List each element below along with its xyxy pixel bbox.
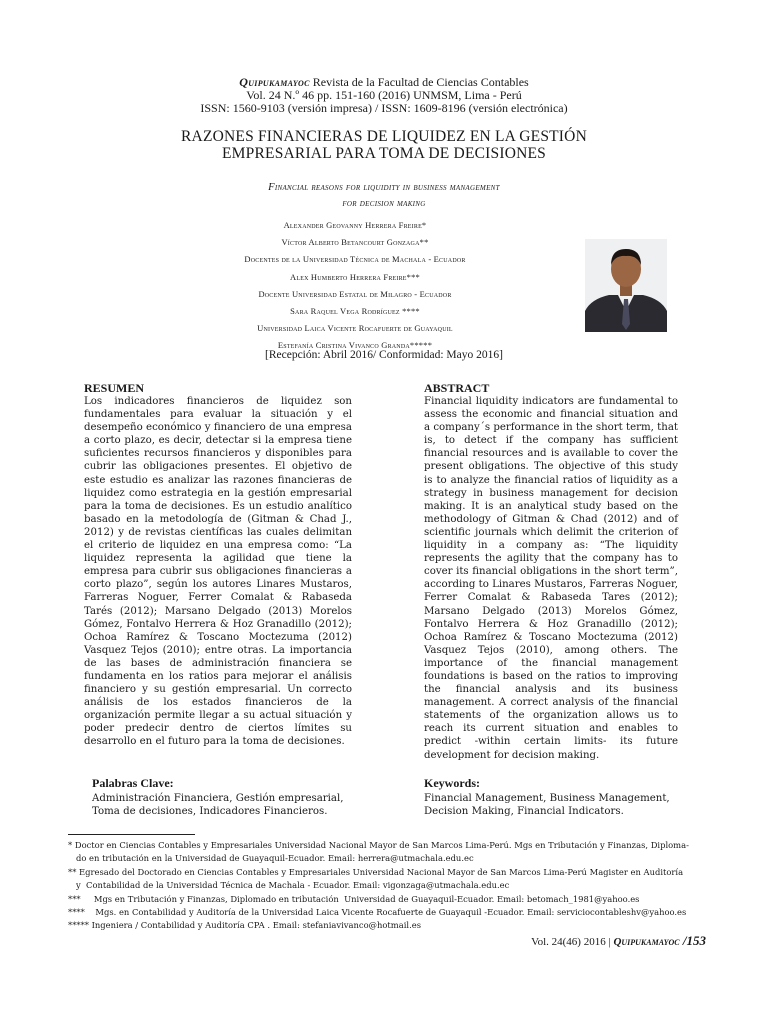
resumen-body: Los indicadores financieros de liquidez son fundamentales para evaluar la situación y el desempeño económico y financiero de una empresa a corto plazo, es decir, detectar si la empresa tiene suficientes recursos financieros y disponibles para cubrir las obligaciones presentes. El objetivo de este estudio es analizar las razones financieras de liquidez como estrategia en la gestión empresarial para la toma de decisiones. Es un estudio analítico basado en la metodología de (Gitman & Chad J., 2012) y de revistas científicas las cuales delimitan el criterio de liquidez en una empresa como: “La liquidez representa la agilidad que tiene la empresa para cubrir sus obligaciones financieras a corto plazo”, según los autores Linares Mustaros, Farreras Noguer, Ferrer Comalat & Rabaseda Tarés (2012); Marsano Delgado (2013) Morelos Gómez, Fontalvo Herrera & Hoz Granadillo (2012); Ochoa Ramírez & Toscano Moctezuma (2012) Vasquez Tejos (2010); entre otras. La importancia de las bases de administración financiera se fundamenta en los ratios para mejorar el análisis financiero y su gestión empresarial. Un correcto análisis de los estados financieros de la organización permite llegar a su actual situación y poder predecir dentro de ciertos límites su desarrollo en el futuro para la toma de decisiones. (84, 396, 352, 748)
author-line: Alex Humberto Herrera Freire*** (290, 271, 420, 282)
footnote-line: y Contabilidad de la Universidad Técnica de Machala - Ecuador. Email: vigonzaga@utmachala.edu.ec (68, 880, 510, 891)
english-title-line-1: Financial reasons for liquidity in business management (268, 182, 500, 193)
author-line: Sara Raquel Vega Rodríguez **** (290, 306, 420, 317)
article-title-line-1: RAZONES FINANCIERAS DE LIQUIDEZ EN LA GESTIÓN (181, 128, 587, 145)
keywords-es-heading: Palabras Clave: (92, 776, 174, 790)
english-title-line-2: for decision making (342, 198, 426, 209)
received-dates: [Recepción: Abril 2016/ Conformidad: Mayo 2016] (265, 349, 503, 361)
footnote-line: do en tributación en la Universidad de Guayaquil-Ecuador. Email: herrera@utmachala.edu.ec (68, 853, 474, 864)
footer-volume: Vol. 24(46) 2016 | (531, 936, 614, 948)
page-number: /153 (679, 933, 706, 948)
journal-subtitle: Revista de la Facultad de Ciencias Contables (309, 75, 529, 89)
author-list (200, 217, 510, 355)
author-line: Alexander Geovanny Herrera Freire* (283, 220, 427, 230)
affiliation-line: Docente Universidad Estatal de Milagro - Ecuador (258, 288, 452, 299)
footnote-line: **** Mgs. en Contabilidad y Auditoría de la Universidad Laica Vicente Rocafuerte de Guayaquil -Ecuador. Email: serviciocontableshv@yahoo.es (68, 907, 687, 918)
affiliation-line: Docentes de la Universidad Técnica de Machala - Ecuador (244, 254, 466, 265)
abstract-heading: ABSTRACT (424, 381, 490, 395)
author-line: Estefanía Cristina Vivanco Granda***** (277, 340, 433, 351)
footnotes (68, 839, 704, 933)
footnote-line: ***** Ingeniera / Contabilidad y Auditoría CPA . Email: stefaniavivanco@hotmail.es (68, 920, 422, 931)
english-title (0, 180, 768, 212)
article-title-line-2: EMPRESARIAL PARA TOMA DE DECISIONES (222, 145, 546, 162)
affiliation-line: Universidad Laica Vicente Rocafuerte de Guayaquil (257, 323, 453, 334)
keywords-en-text: Financial Management, Business Management, Decision Making, Financial Indicators. (424, 793, 670, 818)
footnote-divider (68, 834, 195, 835)
article-title (0, 128, 768, 162)
author-portrait-image (585, 239, 667, 332)
author-line: Víctor Alberto Betancourt Gonzaga** (281, 237, 429, 248)
keywords-en-heading: Keywords: (424, 776, 480, 790)
page-footer (531, 933, 706, 949)
abstract-body: Financial liquidity indicators are fundamental to assess the economic and financial situation and a company´s performance in the short term, that is, to detect if the company has sufficient financial resources and is available to cover the present obligations. The objective of this study is to analyze the financial ratios of liquidity as a strategy in business management for decision making. It is an analytical study based on the methodology of Gitman & Chad (2012) and of scientific journals which delimit the criterion of liquidity in a company as: “The liquidity represents the agility that the company has to cover its financial obligations in the short term”, according to Linares Mustaros, Farreras Noguer, Ferrer Comalat & Rabaseda Tares (2012); Marsano Delgado (2013) Morelos Gómez, Fontalvo Herrera & Hoz Granadillo (2012); Ochoa Ramírez & Toscano Moctezuma (2012) Vasquez Tejos (2010), among others. The importance of the financial management foundations is based on the ratios to improving the financial analysis and its business management. A correct analysis of the financial statements of the organization allows us to reach its current situation and enables to predict -within certain limits- its future development for decision making. (424, 396, 678, 761)
keywords-es-text: Administración Financiera, Gestión empresarial, Toma de decisiones, Indicadores Financieros. (92, 793, 344, 818)
journal-name: Quipukamayoc (239, 75, 310, 89)
journal-header (0, 76, 768, 115)
footnote-line: * Doctor en Ciencias Contables y Empresariales Universidad Nacional Mayor de San Marcos Lima-Perú. Mgs en Tributación y Finanzas, Diploma- (68, 840, 689, 850)
footer-journal-name: Quipukamayoc (613, 936, 680, 948)
footnote-line: *** Mgs en Tributación y Finanzas, Diplomado en tributación Universidad de Guayaquil-Ecuador. Email: betomach_1981@yahoo.es (68, 893, 640, 904)
resumen-heading: RESUMEN (84, 381, 145, 395)
journal-issn: ISSN: 1560-9103 (versión impresa) / ISSN: 1609-8196 (versión electrónica) (200, 101, 568, 115)
author-photo (585, 239, 667, 332)
journal-volume: Vol. 24 N.º 46 pp. 151-160 (2016) UNMSM, Lima - Perú (246, 88, 522, 102)
footnote-line: ** Egresado del Doctorado en Ciencias Contables y Empresariales Universidad Nacional Mayor de San Marcos Lima-Perú Magister en Auditoría (68, 866, 684, 877)
